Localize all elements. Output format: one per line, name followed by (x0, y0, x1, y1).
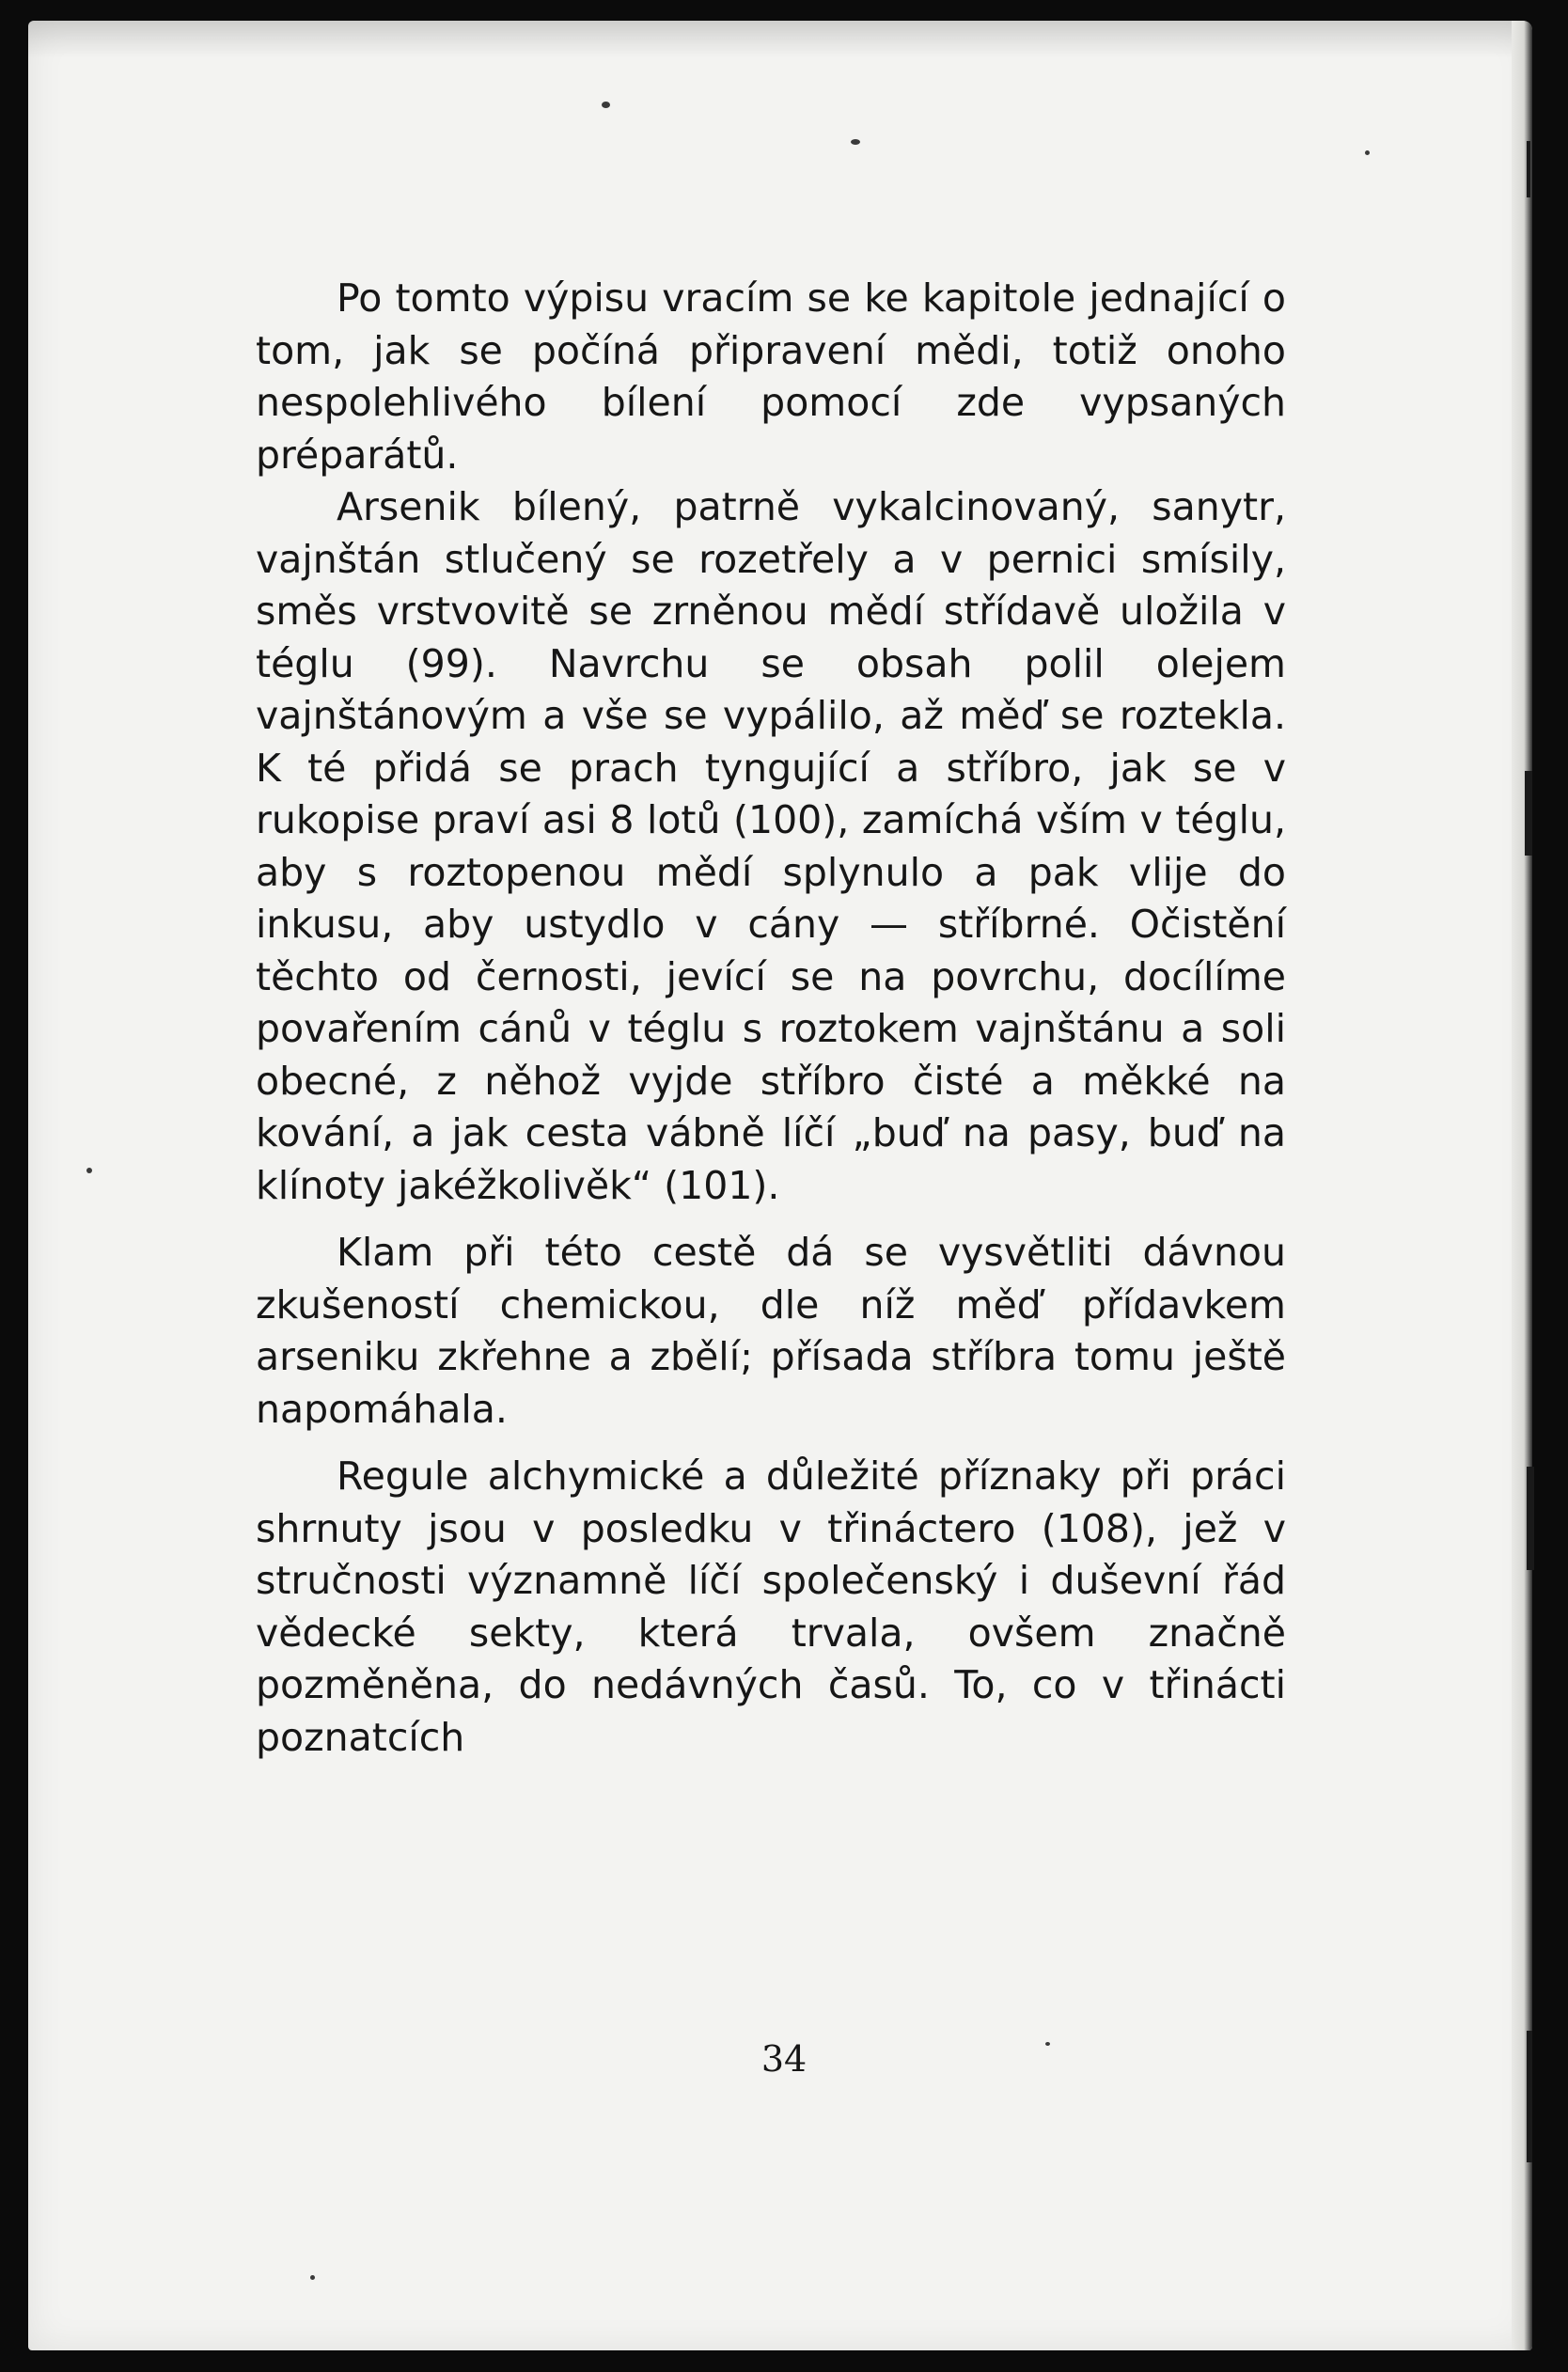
paper-speck (310, 2275, 315, 2280)
page-number: 34 (760, 2038, 808, 2080)
paragraph: Regule alchymické a důležité příznaky při práci shrnuty jsou v posledku v třináctero (108), jež v stručnosti významně líčí společenský i duševní řád vědecké sekty, která trvala, ovšem značně pozměněna, do nedávných časů. To, co v třinácti poznatcích (256, 1453, 1286, 1760)
binding-mark (1525, 771, 1532, 856)
paragraph: Klam při této cestě dá se vysvětliti dávnou zkušeností chemickou, dle níž měď přídavkem arseniku zkřehne a zbělí; přísada stříbra tomu ještě napomáhala. (256, 1230, 1286, 1432)
page-top-shadow (28, 21, 1532, 58)
paper-speck (1365, 150, 1370, 155)
paper-speck (86, 1168, 92, 1173)
body-text (256, 273, 1286, 1764)
paragraph: Arsenik bílený, patrně vykalcinovaný, sanytr, vajnštán stlučený se rozetřely a v pernici smísily, směs vrstvovitě se zrněnou mědí střídavě uložila v téglu (99). Navrchu se obsah polil olejem vajnštánovým a vše se vypálilo, až měď se roztekla. K té přidá se prach tyngující a stříbro, jak se v rukopise praví asi 8 lotů (100), zamíchá vším v téglu, aby s roztopenou mědí splynulo a pak vlije do inkusu, aby ustydlo v cány — stříbrné. Očistění těchto od černosti, jevící se na povrchu, docílíme povařením cánů v téglu s roztokem vajnštánu a soli obecné, z něhož vyjde stříbro čisté a měkké na kování, a jak cesta vábně líčí „buď na pasy, buď na klínoty jakéžkolivěk“ (101). (256, 484, 1286, 1208)
paper-speck (602, 102, 610, 108)
binding-mark (1527, 141, 1530, 197)
page-edge (1512, 21, 1532, 2350)
paper-speck (851, 139, 860, 145)
binding-mark (1527, 1467, 1534, 1570)
paragraph: Po tomto výpisu vracím se ke kapitole jednající o tom, jak se počíná připravení mědi, totiž onoho nespolehlivého bílení pomocí zde vypsaných préparátů. (256, 275, 1286, 478)
